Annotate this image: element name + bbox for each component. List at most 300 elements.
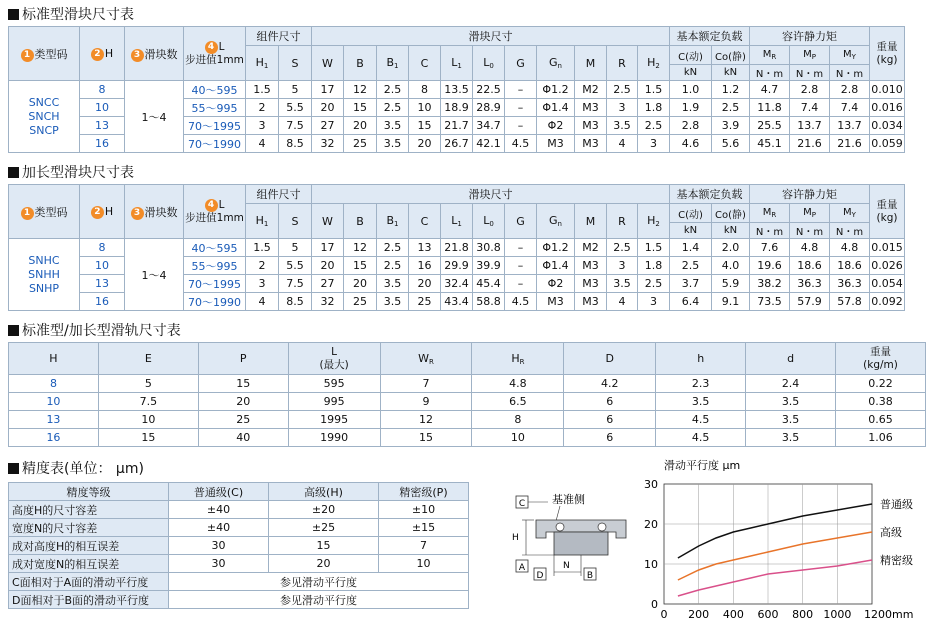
header-h: 2 H	[80, 27, 125, 81]
cell-b1: 2.5	[377, 257, 409, 275]
cell-r: 3	[607, 257, 638, 275]
rail-cell-wr: 15	[380, 429, 472, 447]
cell-h2: 3	[638, 135, 670, 153]
cell-m: M3	[575, 293, 607, 311]
cell-m: M3	[575, 135, 607, 153]
cell-l-range: 55～995	[184, 257, 246, 275]
cell-s: 5	[279, 239, 312, 257]
header-c: C	[409, 46, 441, 81]
cell-mp: 57.9	[790, 293, 830, 311]
cell-gn: Φ2	[537, 275, 575, 293]
cell-c0-static: 1.2	[712, 81, 750, 99]
svg-text:B: B	[586, 571, 594, 581]
header-b1: $B_1$	[377, 204, 409, 239]
cell-c-dynamic: 1.9	[670, 99, 712, 117]
type-code: SNCP	[29, 123, 59, 137]
cell-h: 10	[80, 257, 125, 275]
rail-cell-hr: 10	[472, 429, 564, 447]
header-my: $M_Y$	[830, 204, 870, 223]
cell-h2: 1.8	[638, 257, 670, 275]
header-weight: 重量 (kg)	[870, 185, 905, 239]
x-tick-label: 1200mm	[864, 608, 914, 621]
circle-number-3-icon: 3	[131, 207, 144, 220]
header-kn: kN	[670, 223, 712, 239]
precision-value: 10	[379, 555, 469, 573]
header-type-code: 1 类型码	[9, 185, 80, 239]
cell-l-range: 40～595	[184, 81, 246, 99]
cell-my: 21.6	[830, 135, 870, 153]
cell-mp: 4.8	[790, 239, 830, 257]
cell-h1: 2	[246, 99, 279, 117]
x-tick-label: 600	[757, 608, 779, 621]
cell-l-range: 70～1995	[184, 117, 246, 135]
legend-label: 高级	[880, 526, 902, 539]
table-row	[9, 429, 926, 447]
table-row	[9, 537, 469, 555]
cell-weight: 0.015	[870, 239, 905, 257]
table-row	[9, 239, 905, 257]
rail-header-wr: $W_R$	[380, 343, 472, 375]
square-bullet-icon	[8, 9, 19, 20]
circle-number-4-icon: 4	[205, 199, 218, 212]
rail-shape	[554, 532, 608, 555]
header-group-load: 基本额定负载	[670, 27, 750, 46]
rail-cell-dd: 3.5	[746, 429, 836, 447]
cell-l-range: 70～1995	[184, 275, 246, 293]
header-l0: $L_0$	[473, 204, 505, 239]
cell-h: 10	[80, 99, 125, 117]
table-row	[9, 375, 926, 393]
cell-my: 36.3	[830, 275, 870, 293]
slider-count-cell: 1～4	[125, 239, 184, 311]
rail-cell-hh: 3.5	[656, 393, 746, 411]
table-row	[9, 411, 926, 429]
cell-l1: 26.7	[441, 135, 473, 153]
section-title-precision: 精度表(单位： μm)	[8, 460, 144, 478]
cell-weight: 0.054	[870, 275, 905, 293]
header-w: W	[312, 204, 344, 239]
label-a-box	[516, 560, 528, 573]
cell-l0: 30.8	[473, 239, 505, 257]
table-row	[9, 519, 469, 537]
cell-h1: 2	[246, 257, 279, 275]
cell-h1: 4	[246, 293, 279, 311]
cell-c: 25	[409, 293, 441, 311]
label-d-box	[534, 568, 546, 581]
precision-item: 成对高度H的相互误差	[9, 537, 169, 555]
cell-l1: 43.4	[441, 293, 473, 311]
rail-cell-wr: 12	[380, 411, 472, 429]
header-b1: $B_1$	[377, 46, 409, 81]
cell-w: 32	[312, 293, 344, 311]
table-row	[9, 393, 926, 411]
precision-value: ±40	[169, 501, 269, 519]
cell-mr: 7.6	[750, 239, 790, 257]
rail-header-d: D	[564, 343, 656, 375]
rail-cell-weight: 0.22	[836, 375, 926, 393]
cell-c0-static: 4.0	[712, 257, 750, 275]
precision-header-high: 高级(H)	[269, 483, 379, 501]
cell-mr: 73.5	[750, 293, 790, 311]
cell-c0-static: 5.9	[712, 275, 750, 293]
header-gn: $G_n$	[537, 46, 575, 81]
rail-cell-d: 6	[564, 429, 656, 447]
header-group-static: 容许静力矩	[750, 185, 870, 204]
rail-cell-d: 6	[564, 411, 656, 429]
rail-cell-p: 15	[198, 375, 288, 393]
precision-value: 7	[379, 537, 469, 555]
cell-c: 20	[409, 135, 441, 153]
legend-label: 普通级	[880, 498, 913, 511]
rail-cell-hh: 4.5	[656, 411, 746, 429]
rail-cell-weight: 0.38	[836, 393, 926, 411]
rail-cell-h: 13	[9, 411, 99, 429]
cell-l0: 42.1	[473, 135, 505, 153]
cell-weight: 0.059	[870, 135, 905, 153]
label-b-box	[584, 568, 596, 581]
rail-cell-hr: 8	[472, 411, 564, 429]
header-c-dynamic: C(动)	[670, 204, 712, 223]
header-group-slider: 滑块尺寸	[312, 27, 670, 46]
cell-c: 15	[409, 117, 441, 135]
cell-mr: 4.7	[750, 81, 790, 99]
circle-number-2-icon: 2	[91, 48, 104, 61]
header-h2: $H_2$	[638, 46, 670, 81]
cell-mr: 45.1	[750, 135, 790, 153]
precision-value: 20	[269, 555, 379, 573]
circle-number-3-icon: 3	[131, 49, 144, 62]
cell-g: –	[505, 117, 537, 135]
cell-g: –	[505, 239, 537, 257]
precision-value: ±40	[169, 519, 269, 537]
square-bullet-icon	[8, 463, 19, 474]
rail-cell-h: 10	[9, 393, 99, 411]
rail-cell-h: 16	[9, 429, 99, 447]
cell-l0: 39.9	[473, 257, 505, 275]
precision-value: 30	[169, 537, 269, 555]
cell-h2: 2.5	[638, 117, 670, 135]
rail-cell-dd: 3.5	[746, 411, 836, 429]
header-g: G	[505, 204, 537, 239]
cell-b: 15	[344, 257, 377, 275]
cell-h: 16	[80, 293, 125, 311]
rail-cell-wr: 7	[380, 375, 472, 393]
header-mr: $M_R$	[750, 204, 790, 223]
cell-weight: 0.016	[870, 99, 905, 117]
cell-l-range: 55～995	[184, 99, 246, 117]
rail-header-dd: d	[746, 343, 836, 375]
type-code-cell	[9, 239, 80, 311]
cell-g: –	[505, 257, 537, 275]
cell-b1: 3.5	[377, 293, 409, 311]
header-mr: $M_R$	[750, 46, 790, 65]
rail-table	[8, 342, 926, 447]
y-tick-label: 20	[644, 518, 658, 531]
precision-value: ±15	[379, 519, 469, 537]
precision-value: ±10	[379, 501, 469, 519]
rail-cell-d: 4.2	[564, 375, 656, 393]
cell-l1: 29.9	[441, 257, 473, 275]
precision-header-normal: 普通级(C)	[169, 483, 269, 501]
cell-g: –	[505, 81, 537, 99]
type-code: SNCH	[28, 109, 60, 123]
rail-cell-hh: 2.3	[656, 375, 746, 393]
precision-value: 30	[169, 555, 269, 573]
type-code-cell	[9, 81, 80, 153]
header-l1: $L_1$	[441, 46, 473, 81]
cell-h1: 3	[246, 117, 279, 135]
cell-w: 17	[312, 239, 344, 257]
cell-mr: 25.5	[750, 117, 790, 135]
header-group-static: 容许静力矩	[750, 27, 870, 46]
rail-header-e: E	[98, 343, 198, 375]
header-group-assembly: 组件尺寸	[246, 185, 312, 204]
precision-item: C面相对于A面的滑动平行度	[9, 573, 169, 591]
cell-my: 7.4	[830, 99, 870, 117]
cell-h: 16	[80, 135, 125, 153]
cell-w: 17	[312, 81, 344, 99]
cell-h2: 1.5	[638, 81, 670, 99]
header-b: B	[344, 204, 377, 239]
cell-weight: 0.026	[870, 257, 905, 275]
cell-gn: Φ1.2	[537, 81, 575, 99]
rail-cell-weight: 1.06	[836, 429, 926, 447]
cell-c-dynamic: 4.6	[670, 135, 712, 153]
cell-gn: Φ1.4	[537, 257, 575, 275]
y-tick-label: 30	[644, 478, 658, 491]
cell-l1: 21.8	[441, 239, 473, 257]
cell-my: 4.8	[830, 239, 870, 257]
rail-cell-weight: 0.65	[836, 411, 926, 429]
cell-w: 20	[312, 99, 344, 117]
cell-b1: 2.5	[377, 239, 409, 257]
precision-value: ±25	[269, 519, 379, 537]
cell-b: 12	[344, 239, 377, 257]
cell-c: 16	[409, 257, 441, 275]
chart-title: 滑动平行度 μm	[664, 459, 741, 472]
cell-r: 2.5	[607, 239, 638, 257]
rail-cell-l: 595	[288, 375, 380, 393]
x-tick-label: 1000	[823, 608, 852, 621]
cell-c-dynamic: 2.5	[670, 257, 712, 275]
cell-c0-static: 9.1	[712, 293, 750, 311]
cell-h: 8	[80, 239, 125, 257]
header-gn: $G_n$	[537, 204, 575, 239]
precision-reference: 参见滑动平行度	[169, 591, 469, 609]
cell-r: 3	[607, 99, 638, 117]
precision-header-grade: 精度等级	[9, 483, 169, 501]
rail-cell-e: 5	[98, 375, 198, 393]
cell-r: 3.5	[607, 117, 638, 135]
precision-table	[8, 482, 469, 609]
slider-count-cell: 1～4	[125, 81, 184, 153]
cell-h: 13	[80, 117, 125, 135]
cell-c0-static: 2.0	[712, 239, 750, 257]
rail-cell-d: 6	[564, 393, 656, 411]
legend-label: 精密级	[880, 554, 913, 567]
header-l0: $L_0$	[473, 46, 505, 81]
cell-c: 10	[409, 99, 441, 117]
header-h1: $H_1$	[246, 204, 279, 239]
circle-number-2-icon: 2	[91, 206, 104, 219]
cell-c: 20	[409, 275, 441, 293]
y-tick-label: 10	[644, 558, 658, 571]
header-group-assembly: 组件尺寸	[246, 27, 312, 46]
cell-l1: 21.7	[441, 117, 473, 135]
cell-c-dynamic: 3.7	[670, 275, 712, 293]
cell-gn: Φ1.4	[537, 99, 575, 117]
ref-side-label: 基准侧	[552, 493, 585, 506]
cell-mp: 2.8	[790, 81, 830, 99]
rail-cell-l: 1995	[288, 411, 380, 429]
cell-r: 3.5	[607, 275, 638, 293]
header-my: $M_Y$	[830, 46, 870, 65]
label-c-box	[516, 496, 528, 509]
rail-cell-p: 20	[198, 393, 288, 411]
cell-h1: 3	[246, 275, 279, 293]
table-row	[9, 501, 469, 519]
precision-item: 宽度N的尺寸容差	[9, 519, 169, 537]
cell-l0: 34.7	[473, 117, 505, 135]
x-tick-label: 0	[660, 608, 668, 621]
cell-c-dynamic: 1.0	[670, 81, 712, 99]
header-l: 4 L 步进值1mm	[184, 27, 246, 81]
cell-h1: 4	[246, 135, 279, 153]
rail-cell-p: 25	[198, 411, 288, 429]
header-group-load: 基本额定负载	[670, 185, 750, 204]
header-h1: $H_1$	[246, 46, 279, 81]
cell-s: 8.5	[279, 135, 312, 153]
cell-weight: 0.010	[870, 81, 905, 99]
table-row	[9, 591, 469, 609]
cell-g: 4.5	[505, 135, 537, 153]
cell-b: 25	[344, 135, 377, 153]
header-count: 3 滑块数	[125, 185, 184, 239]
cell-m: M2	[575, 239, 607, 257]
header-c-dynamic: C(动)	[670, 46, 712, 65]
header-count: 3 滑块数	[125, 27, 184, 81]
long-slider-table	[8, 184, 905, 311]
cell-h: 8	[80, 81, 125, 99]
rail-header-p: P	[198, 343, 288, 375]
cell-h: 13	[80, 275, 125, 293]
cell-m: M3	[575, 99, 607, 117]
header-kn: kN	[670, 65, 712, 81]
rail-cell-dd: 3.5	[746, 393, 836, 411]
cell-l1: 18.9	[441, 99, 473, 117]
cell-b: 20	[344, 117, 377, 135]
cell-h2: 2.5	[638, 275, 670, 293]
cell-mp: 21.6	[790, 135, 830, 153]
cell-b1: 3.5	[377, 117, 409, 135]
cell-mr: 11.8	[750, 99, 790, 117]
precision-item: 高度H的尺寸容差	[9, 501, 169, 519]
circle-number-4-icon: 4	[205, 41, 218, 54]
cell-b1: 3.5	[377, 275, 409, 293]
cell-mr: 38.2	[750, 275, 790, 293]
x-tick-label: 800	[792, 608, 814, 621]
cell-r: 2.5	[607, 81, 638, 99]
header-g: G	[505, 46, 537, 81]
cell-l-range: 40～595	[184, 239, 246, 257]
cell-h2: 1.8	[638, 99, 670, 117]
precision-item: 成对宽度N的相互误差	[9, 555, 169, 573]
cell-mp: 36.3	[790, 275, 830, 293]
cell-g: –	[505, 99, 537, 117]
rail-header-hh: h	[656, 343, 746, 375]
series-line-精密级	[678, 560, 872, 596]
x-tick-label: 400	[722, 608, 744, 621]
cell-weight: 0.034	[870, 117, 905, 135]
cell-b: 25	[344, 293, 377, 311]
section-title-long-slider: 加长型滑块尺寸表	[8, 164, 134, 182]
header-group-slider: 滑块尺寸	[312, 185, 670, 204]
header-r: R	[607, 46, 638, 81]
precision-item: D面相对于B面的滑动平行度	[9, 591, 169, 609]
section-title-rail: 标准型/加长型滑轨尺寸表	[8, 322, 181, 340]
cell-b: 12	[344, 81, 377, 99]
header-s: S	[279, 46, 312, 81]
header-mp: $M_P$	[790, 204, 830, 223]
cell-l0: 22.5	[473, 81, 505, 99]
cell-gn: M3	[537, 293, 575, 311]
cell-s: 7.5	[279, 117, 312, 135]
rail-header-hr: $H_R$	[472, 343, 564, 375]
cell-mp: 13.7	[790, 117, 830, 135]
dim-h-label: H	[512, 533, 519, 543]
cell-r: 4	[607, 135, 638, 153]
cell-s: 7.5	[279, 275, 312, 293]
header-nm: N・m	[830, 65, 870, 81]
header-c0-static: Co(静)	[712, 204, 750, 223]
cell-l-range: 70～1990	[184, 293, 246, 311]
rail-cell-e: 7.5	[98, 393, 198, 411]
cell-l-range: 70～1990	[184, 135, 246, 153]
header-weight: 重量 (kg)	[870, 27, 905, 81]
header-m: M	[575, 204, 607, 239]
cell-my: 2.8	[830, 81, 870, 99]
header-w: W	[312, 46, 344, 81]
type-code: SNHP	[28, 281, 60, 295]
circle-number-1-icon: 1	[21, 49, 34, 62]
header-nm: N・m	[790, 223, 830, 239]
cell-l1: 13.5	[441, 81, 473, 99]
cell-w: 27	[312, 117, 344, 135]
cell-s: 5	[279, 81, 312, 99]
rail-cell-p: 40	[198, 429, 288, 447]
cell-c-dynamic: 6.4	[670, 293, 712, 311]
header-m: M	[575, 46, 607, 81]
cell-c: 8	[409, 81, 441, 99]
rail-cell-hr: 4.8	[472, 375, 564, 393]
header-h2: $H_2$	[638, 204, 670, 239]
cell-s: 5.5	[279, 257, 312, 275]
cell-l1: 32.4	[441, 275, 473, 293]
cell-c-dynamic: 1.4	[670, 239, 712, 257]
dim-n-label: N	[563, 561, 570, 571]
cell-c-dynamic: 2.8	[670, 117, 712, 135]
rail-cell-dd: 2.4	[746, 375, 836, 393]
section-title-std-slider: 标准型滑块尺寸表	[8, 6, 134, 24]
parallelism-chart	[630, 456, 926, 623]
type-code: SNHC	[28, 253, 60, 267]
cell-g: 4.5	[505, 293, 537, 311]
cell-w: 27	[312, 275, 344, 293]
header-kn: kN	[712, 223, 750, 239]
cell-my: 13.7	[830, 117, 870, 135]
type-code: SNHH	[28, 267, 60, 281]
svg-text:A: A	[518, 563, 526, 573]
